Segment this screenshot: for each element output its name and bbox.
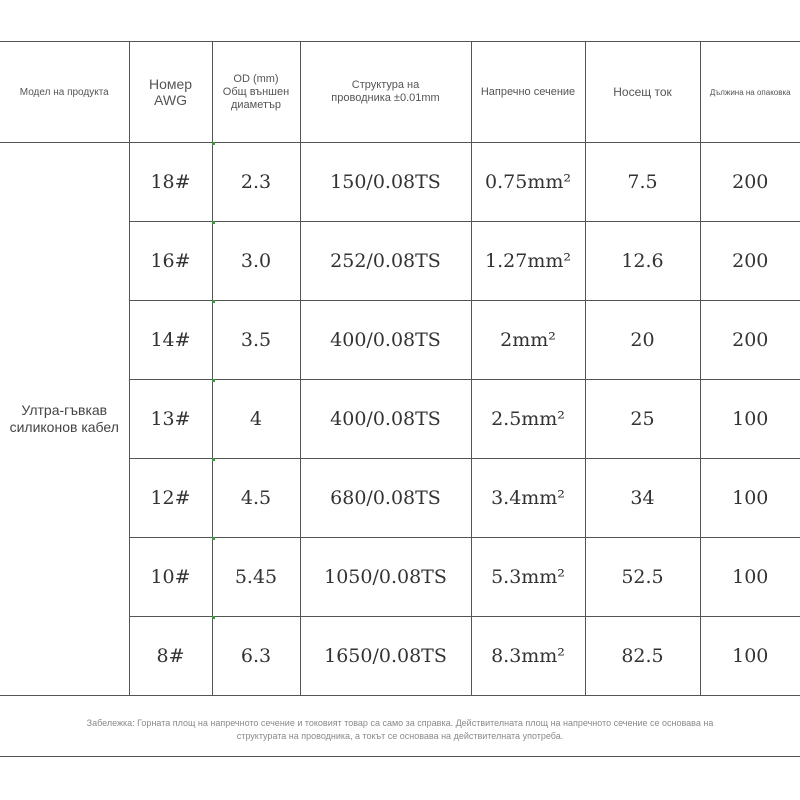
od-cell: 2.3: [212, 143, 300, 222]
current-cell: 52.5: [585, 538, 700, 617]
spec-table: [0, 41, 800, 696]
header-od-line: диаметър: [230, 98, 282, 111]
cell-marker: [212, 142, 215, 145]
cell-marker: [212, 221, 215, 224]
footnote-line: Забележка: Горната площ на напречното сечение и токовият товар са само за справка. Действителната площ на напречното сечение се основава на: [86, 718, 714, 728]
cross-section-cell: 2mm²: [471, 301, 585, 380]
structure-cell: 252/0.08TS: [300, 222, 471, 301]
cross-section-cell: 1.27mm²: [471, 222, 585, 301]
od-cell: 6.3: [212, 617, 300, 696]
header-cross-section: Напречно сечение: [471, 42, 585, 143]
current-cell: 34: [585, 459, 700, 538]
structure-cell: 1650/0.08TS: [300, 617, 471, 696]
od-cell: 3.5: [212, 301, 300, 380]
structure-cell: 1050/0.08TS: [300, 538, 471, 617]
length-cell: 200: [700, 222, 800, 301]
length-cell: 100: [700, 538, 800, 617]
model-cell: [0, 143, 129, 696]
awg-cell: 18#: [129, 143, 212, 222]
current-cell: 12.6: [585, 222, 700, 301]
cell-marker: [212, 379, 215, 382]
awg-cell: 13#: [129, 380, 212, 459]
header-package-length: Дължина на опаковка: [700, 42, 800, 143]
model-line: Ултра-гъвкав: [21, 402, 108, 418]
current-cell: 25: [585, 380, 700, 459]
header-current: Носещ ток: [585, 42, 700, 143]
header-od-line: Общ външен: [222, 85, 290, 98]
model-line: силиконов кабел: [9, 419, 119, 435]
cross-section-cell: 8.3mm²: [471, 617, 585, 696]
cell-marker: [212, 616, 215, 619]
header-structure: [300, 42, 471, 143]
cross-section-cell: 5.3mm²: [471, 538, 585, 617]
header-od: [212, 42, 300, 143]
header-model: Модел на продукта: [0, 42, 129, 143]
cell-marker: [212, 300, 215, 303]
awg-cell: 8#: [129, 617, 212, 696]
length-cell: 200: [700, 143, 800, 222]
header-row: [0, 42, 800, 143]
footnote: [0, 697, 800, 757]
od-cell: 5.45: [212, 538, 300, 617]
current-cell: 82.5: [585, 617, 700, 696]
header-structure-line: Структура на: [351, 79, 420, 91]
current-cell: 7.5: [585, 143, 700, 222]
length-cell: 100: [700, 380, 800, 459]
cell-marker: [212, 537, 215, 540]
awg-cell: 10#: [129, 538, 212, 617]
table-row: [0, 143, 800, 222]
header-structure-line: проводника ±0.01mm: [331, 92, 440, 104]
od-cell: 4.5: [212, 459, 300, 538]
cross-section-cell: 0.75mm²: [471, 143, 585, 222]
current-cell: 20: [585, 301, 700, 380]
structure-cell: 680/0.08TS: [300, 459, 471, 538]
length-cell: 100: [700, 617, 800, 696]
od-cell: 4: [212, 380, 300, 459]
header-awg-line: AWG: [154, 92, 187, 108]
cell-marker: [212, 458, 215, 461]
length-cell: 200: [700, 301, 800, 380]
header-awg-line: Номер: [148, 76, 193, 92]
od-cell: 3.0: [212, 222, 300, 301]
header-awg: [129, 42, 212, 143]
structure-cell: 400/0.08TS: [300, 301, 471, 380]
header-od-line: OD (mm): [233, 72, 279, 85]
awg-cell: 16#: [129, 222, 212, 301]
awg-cell: 14#: [129, 301, 212, 380]
structure-cell: 400/0.08TS: [300, 380, 471, 459]
cross-section-cell: 2.5mm²: [471, 380, 585, 459]
structure-cell: 150/0.08TS: [300, 143, 471, 222]
length-cell: 100: [700, 459, 800, 538]
cross-section-cell: 3.4mm²: [471, 459, 585, 538]
awg-cell: 12#: [129, 459, 212, 538]
footnote-line: структурата на проводника, а токът се основава на действителната употреба.: [236, 731, 564, 741]
